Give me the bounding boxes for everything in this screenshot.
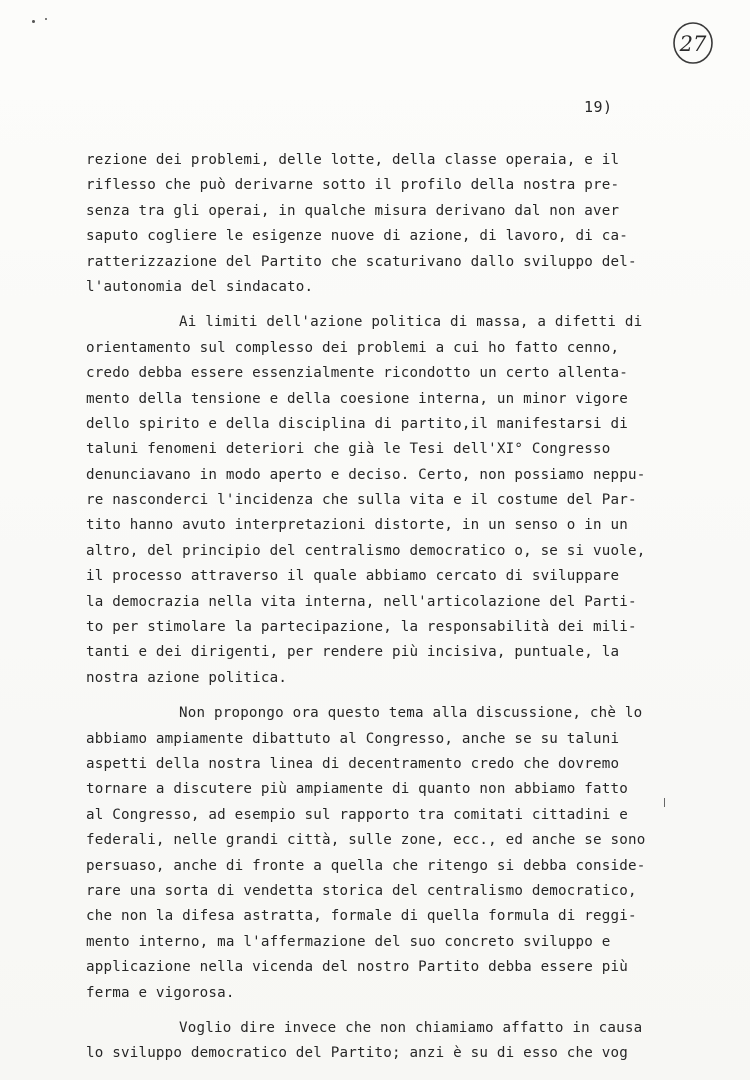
margin-mark bbox=[664, 798, 665, 807]
paragraph bbox=[86, 701, 676, 1006]
text-line: tornare a discutere più ampiamente di quanto non abbiamo fatto bbox=[86, 781, 628, 798]
text-line: persuaso, anche di fronte a quella che ritengo si debba conside- bbox=[86, 857, 646, 874]
paragraph bbox=[86, 1016, 676, 1067]
text-line: mento della tensione e della coesione interna, un minor vigore bbox=[86, 390, 628, 407]
paragraph bbox=[86, 148, 676, 300]
paragraph-gap bbox=[86, 300, 676, 310]
text-line: saputo cogliere le esigenze nuove di azione, di lavoro, di ca- bbox=[86, 228, 628, 245]
text-line: senza tra gli operai, in qualche misura derivano dal non aver bbox=[86, 202, 620, 219]
text-line: taluni fenomeni deteriori che già le Tesi dell'XI° Congresso bbox=[86, 441, 611, 458]
document-body bbox=[86, 148, 676, 1067]
text-line: dello spirito e della disciplina di partito,il manifestarsi di bbox=[86, 415, 628, 432]
paragraph-gap bbox=[86, 1006, 676, 1016]
text-line: il processo attraverso il quale abbiamo cercato di sviluppare bbox=[86, 568, 620, 585]
text-line: la democrazia nella vita interna, nell'articolazione del Parti- bbox=[86, 593, 637, 610]
text-line: altro, del principio del centralismo democratico o, se si vuole, bbox=[86, 542, 646, 559]
text-line: applicazione nella vicenda del nostro Partito debba essere più bbox=[86, 959, 628, 976]
text-line: Non propongo ora questo tema alla discussione, chè lo bbox=[179, 705, 643, 722]
text-line: abbiamo ampiamente dibattuto al Congresso, anche se su taluni bbox=[86, 730, 620, 747]
text-line: mento interno, ma l'affermazione del suo concreto sviluppo e bbox=[86, 933, 611, 950]
scan-speck bbox=[32, 20, 35, 23]
paragraph bbox=[86, 310, 676, 691]
text-line: riflesso che può derivarne sotto il profilo della nostra pre- bbox=[86, 177, 620, 194]
text-line: Ai limiti dell'azione politica di massa, a difetti di bbox=[179, 314, 643, 331]
text-line: al Congresso, ad esempio sul rapporto tra comitati cittadini e bbox=[86, 806, 628, 823]
text-line: rare una sorta di vendetta storica del centralismo democratico, bbox=[86, 882, 637, 899]
text-line: re nasconderci l'incidenza che sulla vita e il costume del Par- bbox=[86, 492, 637, 509]
text-line: nostra azione politica. bbox=[86, 669, 288, 686]
text-line: tanti e dei dirigenti, per rendere più incisiva, puntuale, la bbox=[86, 644, 620, 661]
text-line: to per stimolare la partecipazione, la responsabilità dei mili- bbox=[86, 619, 637, 636]
text-line: denunciavano in modo aperto e deciso. Certo, non possiamo neppu- bbox=[86, 466, 646, 483]
text-line: l'autonomia del sindacato. bbox=[86, 278, 314, 295]
archive-stamp-number: 27 bbox=[679, 32, 707, 56]
text-line: Voglio dire invece che non chiamiamo affatto in causa bbox=[179, 1019, 643, 1036]
text-line: ratterizzazione del Partito che scaturivano dallo sviluppo del- bbox=[86, 253, 637, 270]
archive-stamp-icon bbox=[671, 20, 715, 66]
text-line: credo debba essere essenzialmente ricondotto un certo allenta- bbox=[86, 365, 628, 382]
text-line: aspetti della nostra linea di decentramento credo che dovremo bbox=[86, 755, 620, 772]
text-line: federali, nelle grandi città, sulle zone, ecc., ed anche se sono bbox=[86, 832, 646, 849]
text-line: rezione dei problemi, delle lotte, della classe operaia, e il bbox=[86, 152, 620, 168]
text-line: ferma e vigorosa. bbox=[86, 984, 235, 1001]
text-line: tito hanno avuto interpretazioni distorte, in un senso o in un bbox=[86, 517, 628, 534]
text-line: orientamento sul complesso dei problemi a cui ho fatto cenno, bbox=[86, 339, 620, 356]
text-line: che non la difesa astratta, formale di quella formula di reggi- bbox=[86, 908, 637, 925]
page-number: 19) bbox=[584, 98, 613, 116]
paragraph-gap bbox=[86, 691, 676, 701]
scan-speck bbox=[45, 18, 47, 20]
text-line: lo sviluppo democratico del Partito; anzi è su di esso che vog bbox=[86, 1045, 628, 1062]
